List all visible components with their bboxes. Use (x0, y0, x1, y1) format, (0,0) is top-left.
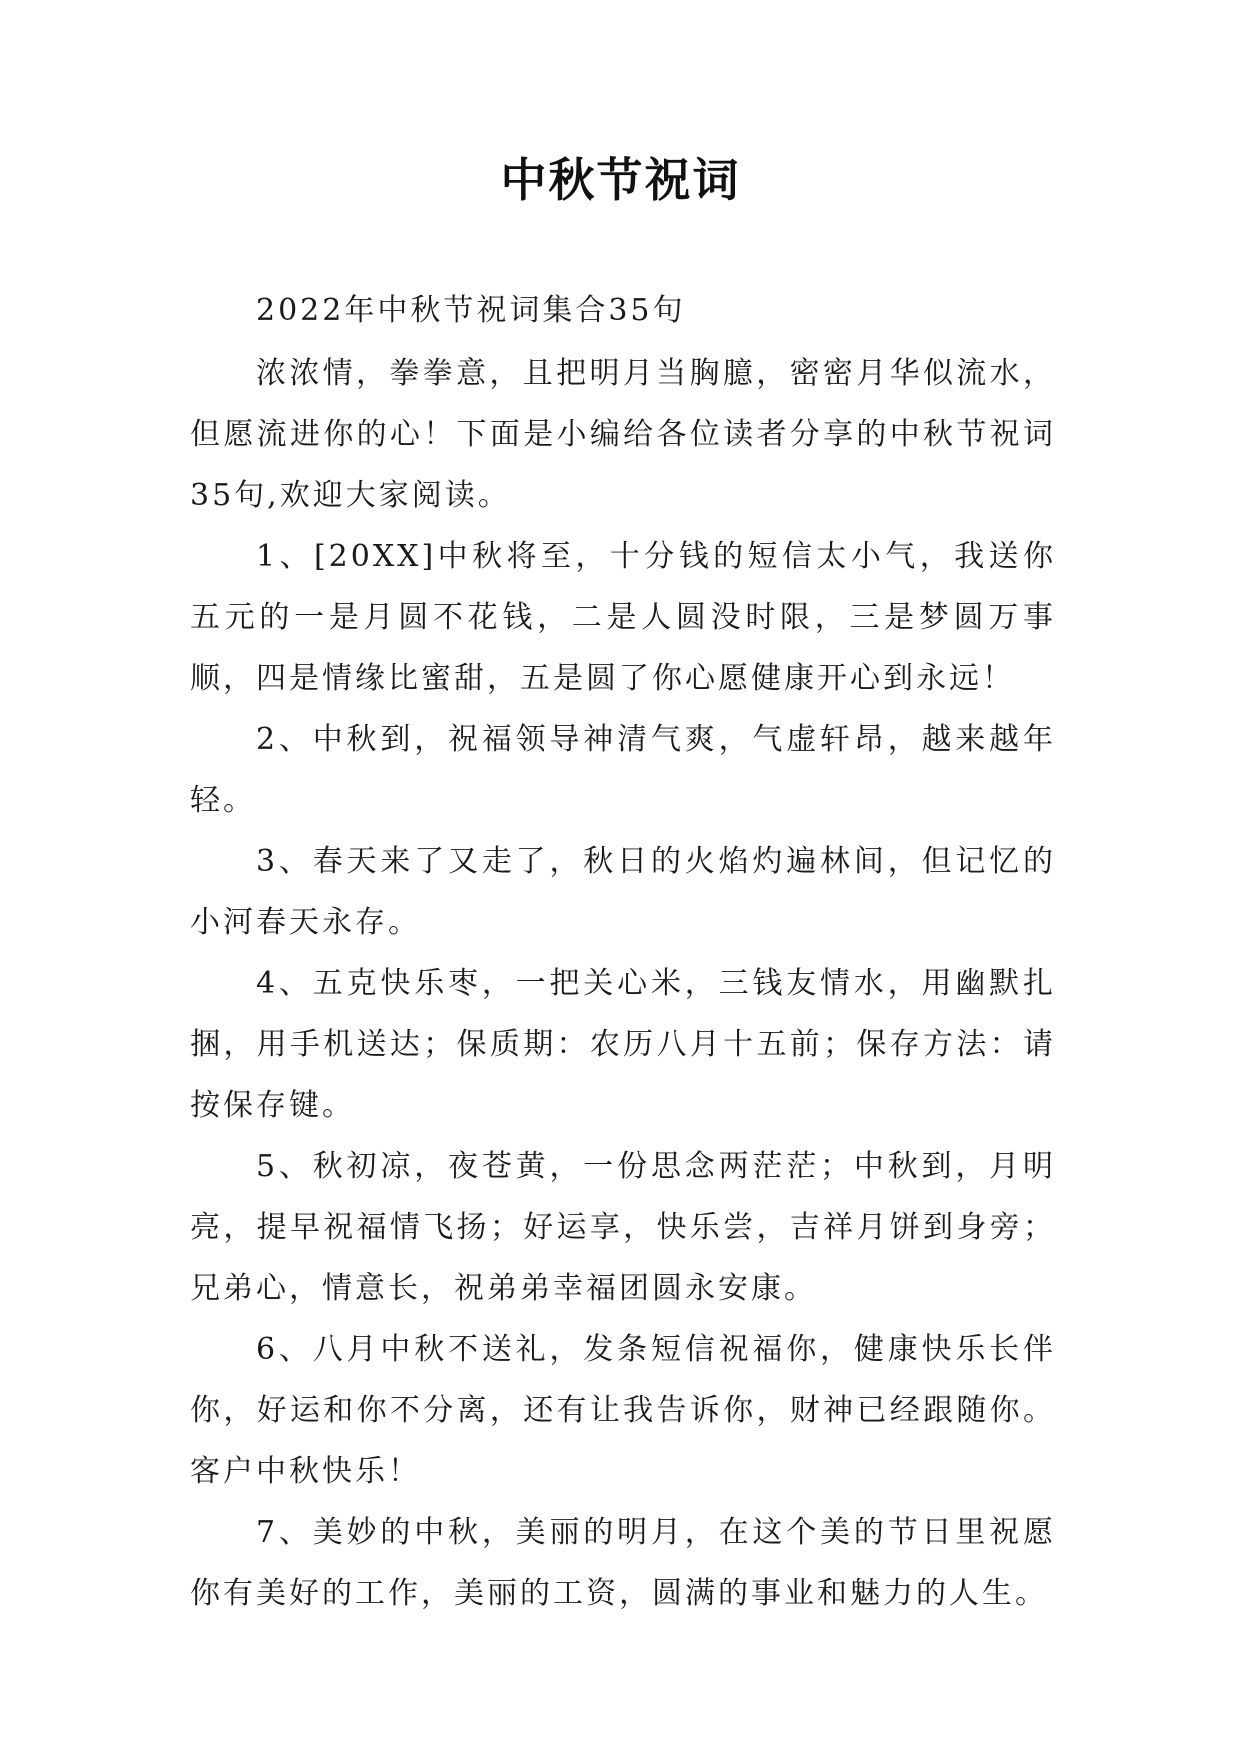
blessing-item-4: 4、五克快乐枣，一把关心米，三钱友情水，用幽默扎捆，用手机送达；保质期：农历八月十五前；保存方法：请按保存键。 (190, 966, 1056, 1123)
blessing-item-1: 1、[20XX]中秋将至，十分钱的短信太小气，我送你五元的一是月圆不花钱，二是人圆没时限，三是梦圆万事顺，四是情缘比蜜甜，五是圆了你心愿健康开心到永远！ (190, 539, 1056, 696)
document-subtitle: 2022年中秋节祝词集合35句 (256, 293, 686, 328)
blessing-item-2: 2、中秋到，祝福领导神清气爽，气虚轩昂，越来越年轻。 (190, 722, 1056, 818)
document-body (190, 280, 1056, 1624)
blessing-item-3: 3、春天来了又走了，秋日的火焰灼遍林间，但记忆的小河春天永存。 (190, 844, 1056, 940)
document-title: 中秋节祝词 (500, 153, 741, 207)
blessing-item-5: 5、秋初凉，夜苍黄，一份思念两茫茫；中秋到，月明亮，提早祝福情飞扬；好运享，快乐尝，吉祥月饼到身旁；兄弟心，情意长，祝弟弟幸福团圆永安康。 (190, 1149, 1056, 1306)
blessing-item-7: 7、美妙的中秋，美丽的明月，在这个美的节日里祝愿你有美好的工作，美丽的工资，圆满的事业和魅力的人生。 (190, 1515, 1056, 1611)
blessing-item-6: 6、八月中秋不送礼，发条短信祝福你，健康快乐长伴你，好运和你不分离，还有让我告诉你，财神已经跟随你。客户中秋快乐！ (190, 1332, 1056, 1489)
intro-paragraph: 浓浓情，拳拳意，且把明月当胸臆，密密月华似流水，但愿流进你的心！下面是小编给各位读者分享的中秋节祝词35句,欢迎大家阅读。 (190, 356, 1056, 513)
